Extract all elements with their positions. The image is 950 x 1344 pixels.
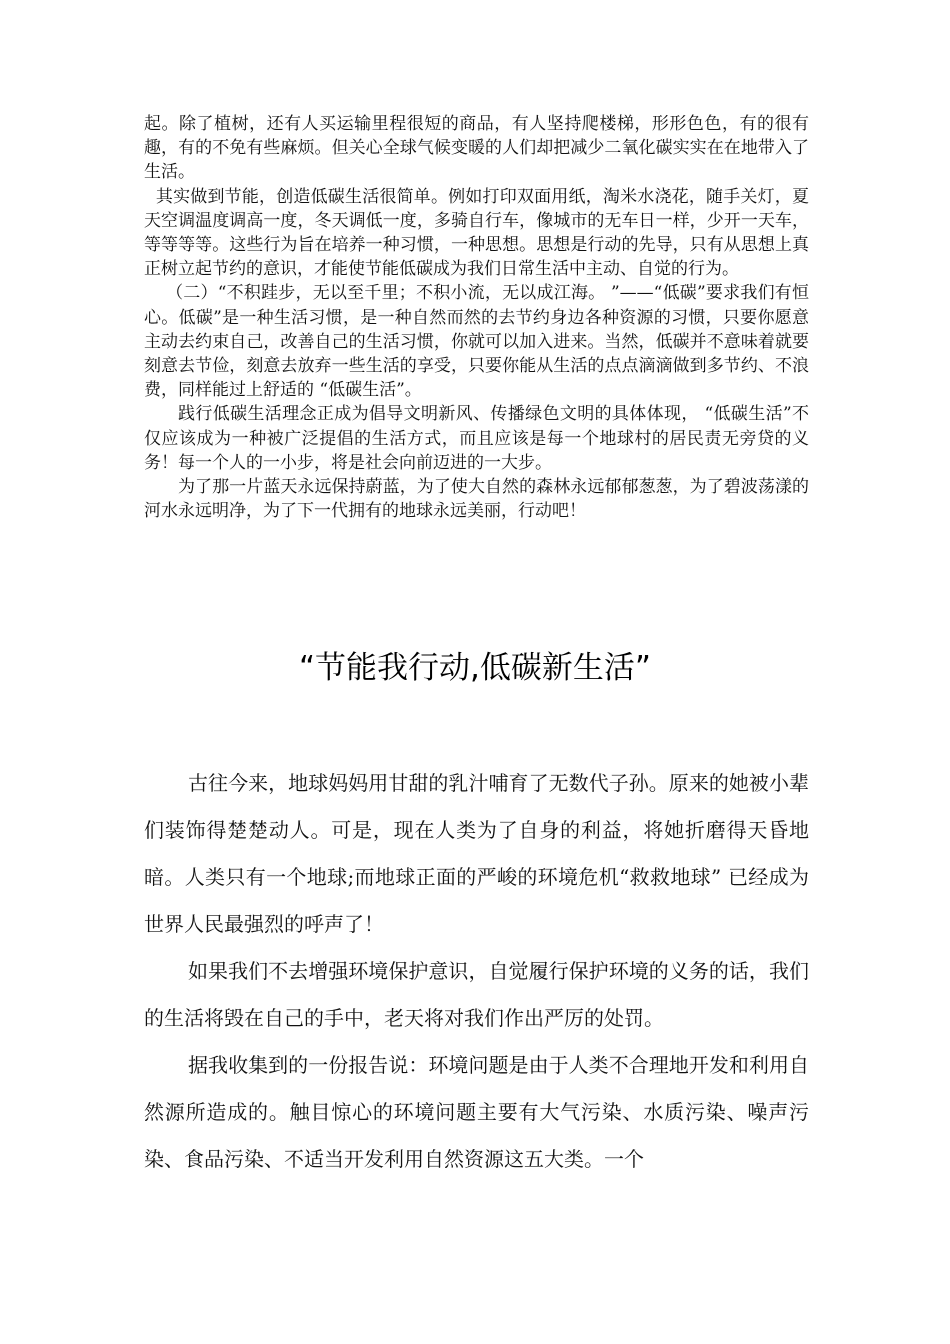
- paragraph: 古往今来，地球妈妈用甘甜的乳汁哺育了无数代子孙。原来的她被小辈们装饰得楚楚动人。可是，现在人类为了自身的利益，将她折磨得天昏地暗。人类只有一个地球;而地球正面的严峻的环境危机“救救地球” 已经成为世界人民最强烈的呼声了！: [144, 771, 809, 936]
- paragraph: （二）“不积跬步，无以至千里；不积小流，无以成江海。 ”——“低碳”要求我们有恒心。低碳”是一种生活习惯，是一种自然而然的去节约身边各种资源的习惯，只要你愿意主动去约束自己，改善自己的生活习惯，你就可以加入进来。当然，低碳并不意味着就要刻意去节俭，刻意去放弃一些生活的享受，只要你能从生活的点点滴滴做到多节约、不浪费，同样能过上舒适的 “低碳生活”。: [144, 283, 809, 401]
- paragraph: 据我收集到的一份报告说：环境问题是由于人类不合理地开发和利用自然源所造成的。触目惊心的环境问题主要有大气污染、水质污染、噪声污染、食品污染、不适当开发利用自然资源这五大类。一个: [144, 1053, 809, 1171]
- paragraph: 如果我们不去增强环境保护意识，自觉履行保护环境的义务的话，我们的生活将毁在自己的手中，老天将对我们作出严厉的处罚。: [144, 959, 809, 1030]
- essay-title: “节能我行动,低碳新生活”: [299, 650, 651, 686]
- paragraph: 其实做到节能，创造低碳生活很简单。例如打印双面用纸，淘米水浇花，随手关灯，夏天空调温度调高一度，冬天调低一度，多骑自行车，像城市的无车日一样，少开一天车，等等等等。这些行为旨在培养一种习惯，一种思想。思想是行动的先导，只有从思想上真正树立起节约的意识，才能使节能低碳成为我们日常生活中主动、自觉的行为。: [144, 186, 809, 280]
- paragraph: 为了那一片蓝天永远保持蔚蓝，为了使大自然的森林永远郁郁葱葱，为了碧波荡漾的河水永远明净，为了下一代拥有的地球永远美丽，行动吧！: [144, 477, 809, 522]
- previous-essay-continuation: [144, 112, 809, 523]
- essay-body: [144, 760, 809, 1183]
- paragraph: 起。除了植树，还有人买运输里程很短的商品，有人坚持爬楼梯，形形色色，有的很有趣，有的不免有些麻烦。但关心全球气候变暖的人们却把减少二氧化碳实实在在地带入了生活。: [144, 114, 809, 183]
- paragraph: 践行低碳生活理念正成为倡导文明新风、传播绿色文明的具体体现， “低碳生活”不仅应该成为一种被广泛提倡的生活方式，而且应该是每一个地球村的居民责无旁贷的义务！每一个人的一小步，将是社会向前迈进的一大步。: [144, 404, 809, 473]
